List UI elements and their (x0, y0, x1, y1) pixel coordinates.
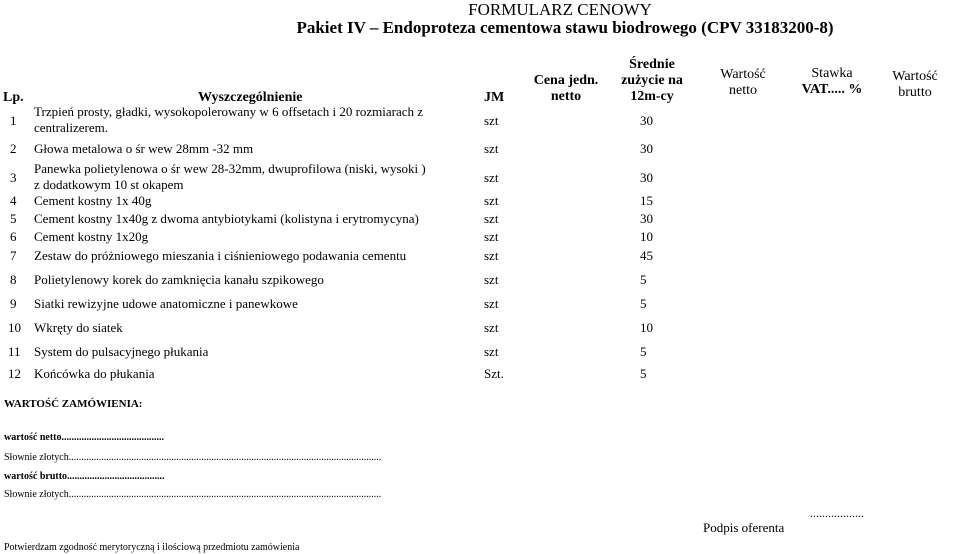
gross-value-line: wartość brutto....................................... (4, 471, 165, 482)
row-qty: 5 (640, 366, 647, 381)
row-qty: 30 (640, 211, 653, 226)
row-lp: 6 (10, 229, 17, 244)
row-lp: 7 (10, 248, 17, 263)
row-desc: Siatki rewizyjne udowe anatomiczne i panewkowe (34, 296, 298, 311)
row-qty: 5 (640, 344, 647, 359)
row-lp: 8 (10, 272, 17, 287)
row-lp: 1 (10, 113, 17, 128)
header-usage: Średnie zużycie na 12m-cy (621, 57, 683, 104)
row-jm: szt (484, 113, 499, 128)
row-jm: szt (484, 344, 499, 359)
row-desc: Wkręty do siatek (34, 320, 123, 335)
net-value-line: wartość netto......................................... (4, 432, 164, 443)
net-words-line: Słownie złotych............................................................................................................................. (4, 452, 382, 463)
row-qty: 10 (640, 320, 653, 335)
signature-dots: .................. (810, 506, 864, 520)
row-qty: 15 (640, 193, 653, 208)
row-lp: 11 (8, 344, 21, 359)
form-title: FORMULARZ CENOWY (468, 0, 652, 19)
row-jm: szt (484, 296, 499, 311)
row-desc: Polietylenowy korek do zamknięcia kanału szpikowego (34, 272, 324, 287)
row-desc: Panewka polietylenowa o śr wew 28-32mm, dwuprofilowa (niski, wysoki ) (34, 161, 426, 176)
row-qty: 45 (640, 248, 653, 263)
row-qty: 30 (640, 170, 653, 185)
row-desc: Trzpień prosty, gładki, wysokopolerowany w 6 offsetach i 20 rozmiarach z (34, 104, 424, 119)
row-desc: Cement kostny 1x40g z dwoma antybiotykami (kolistyna i erytromycyna) (34, 211, 419, 226)
row-jm: szt (484, 229, 499, 244)
header-desc: Wyszczególnienie (198, 90, 303, 105)
row-qty: 5 (640, 296, 647, 311)
row-jm: szt (484, 141, 499, 156)
row-lp: 4 (10, 193, 17, 208)
row-desc: Głowa metalowa o śr wew 28mm -32 mm (34, 141, 254, 156)
row-qty: 30 (640, 113, 653, 128)
row-desc: Końcówka do płukania (34, 366, 155, 381)
row-desc-line2: z dodatkowym 10 st okapem (34, 177, 184, 192)
row-jm: Szt. (484, 366, 504, 381)
gross-words-line: Słownie złotych............................................................................................................................. (4, 489, 382, 500)
header-jm: JM (484, 90, 505, 105)
row-desc-line2: centralizerem. (34, 120, 108, 135)
form-subtitle: Pakiet IV – Endoproteza cementowa stawu biodrowego (CPV 33183200-8) (296, 18, 834, 37)
row-jm: szt (484, 248, 499, 263)
row-desc: Cement kostny 1x20g (34, 229, 149, 244)
row-jm: szt (484, 272, 499, 287)
order-value-label: WARTOŚĆ ZAMÓWIENIA: (4, 398, 143, 410)
row-lp: 10 (8, 320, 21, 335)
row-jm: szt (484, 170, 499, 185)
header-gross: Wartość brutto (892, 69, 938, 100)
row-lp: 2 (10, 141, 17, 156)
header-lp: Lp. (3, 90, 24, 105)
header-net: Wartość netto (720, 67, 766, 98)
signature-label: Podpis oferenta (703, 520, 785, 535)
row-jm: szt (484, 211, 499, 226)
row-jm: szt (484, 320, 499, 335)
row-lp: 5 (10, 211, 17, 226)
row-desc: Zestaw do próżniowego mieszania i ciśnieniowego podawania cementu (34, 248, 407, 263)
row-qty: 10 (640, 229, 653, 244)
row-qty: 30 (640, 141, 653, 156)
row-lp: 12 (8, 366, 21, 381)
confirmation-text: Potwierdzam zgodność merytoryczną i ilościową przedmiotu zamówienia (4, 542, 300, 553)
row-qty: 5 (640, 272, 647, 287)
row-desc: Cement kostny 1x 40g (34, 193, 152, 208)
header-price: Cena jedn. netto (533, 73, 599, 104)
row-lp: 3 (10, 170, 17, 185)
header-vat: Stawka VAT..... % (801, 66, 863, 97)
row-jm: szt (484, 193, 499, 208)
row-desc: System do pulsacyjnego płukania (34, 344, 209, 359)
row-lp: 9 (10, 296, 17, 311)
